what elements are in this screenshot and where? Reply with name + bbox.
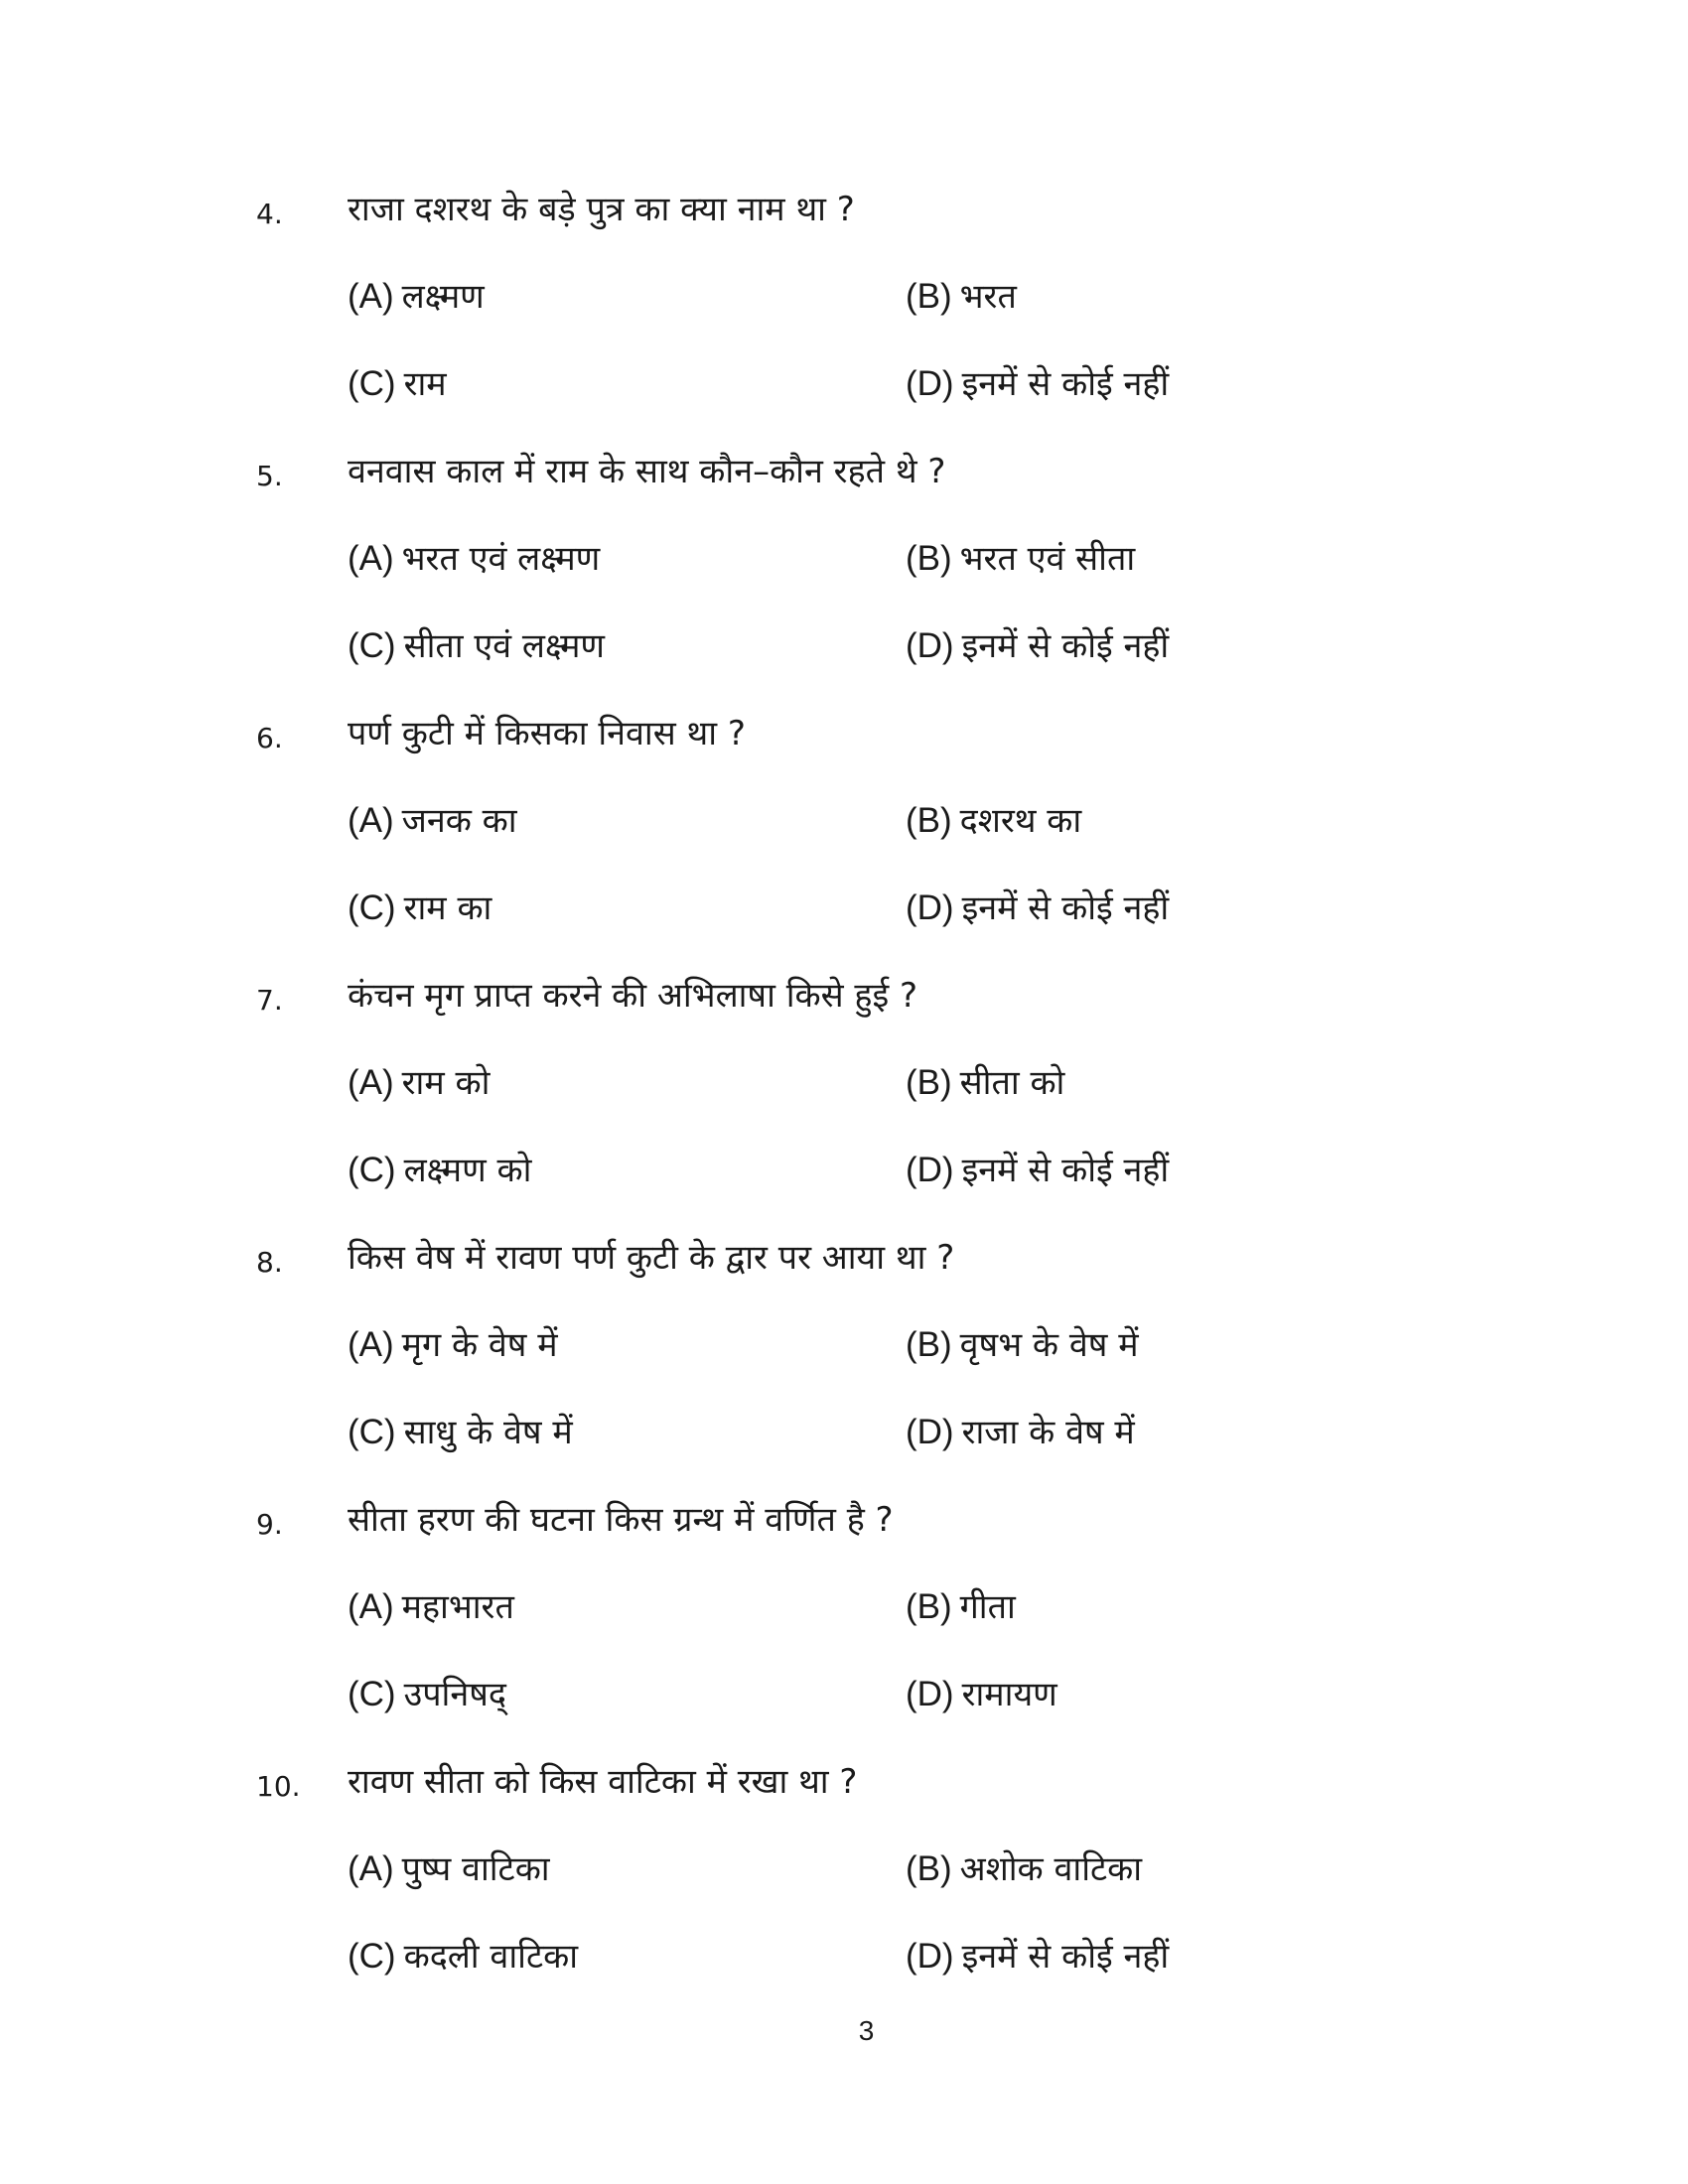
option-d: [906, 1410, 1135, 1455]
option-b: [906, 798, 1081, 844]
option-a: [348, 1584, 514, 1630]
page-number: 3: [858, 2015, 875, 2046]
option-a: [348, 274, 485, 320]
option-label: (B): [906, 1849, 952, 1888]
option-label: (C): [348, 626, 396, 665]
option-a: [348, 536, 600, 582]
option-text: गीता: [959, 1587, 1016, 1627]
option-label: (A): [348, 1325, 394, 1364]
option-text: पुष्प वाटिका: [401, 1849, 550, 1889]
option-label: (A): [348, 1849, 394, 1888]
option-label: (D): [906, 1937, 954, 1976]
option-label: (B): [906, 1325, 952, 1364]
option-label: (B): [906, 1063, 952, 1102]
option-text: अशोक वाटिका: [959, 1849, 1143, 1889]
question-text: पर्ण कुटी में किसका निवास था ?: [348, 714, 746, 753]
option-text: इनमें से कोई नहीं: [961, 364, 1170, 404]
question-10: [0, 1759, 1688, 2021]
question-text: रावण सीता को किस वाटिका में रखा था ?: [348, 1762, 858, 1802]
option-label: (C): [348, 1151, 396, 1189]
option-text: जनक का: [401, 801, 517, 841]
option-d: [906, 623, 1169, 669]
question-number: 10.: [256, 1770, 301, 1803]
option-text: कदली वाटिका: [403, 1937, 578, 1977]
option-d: [906, 1934, 1169, 1979]
option-text: रामायण: [961, 1675, 1057, 1714]
option-a: [348, 798, 517, 844]
option-text: राम का: [403, 888, 492, 928]
question-text: राजा दशरथ के बड़े पुत्र का क्या नाम था ?: [348, 190, 855, 229]
option-b: [906, 1322, 1139, 1368]
option-c: [348, 1148, 531, 1193]
question-number: 6.: [256, 722, 283, 754]
option-c: [348, 1410, 573, 1455]
option-c: [348, 623, 605, 669]
option-label: (C): [348, 1675, 396, 1713]
option-text: इनमें से कोई नहीं: [961, 626, 1170, 666]
option-c: [348, 361, 447, 407]
option-d: [906, 1672, 1057, 1717]
option-text: भरत एवं लक्ष्मण: [401, 539, 601, 579]
option-text: सीता एवं लक्ष्मण: [403, 626, 605, 666]
option-text: इनमें से कोई नहीं: [961, 1937, 1170, 1977]
option-label: (D): [906, 1413, 954, 1451]
option-b: [906, 536, 1135, 582]
question-text: कंचन मृग प्राप्त करने की अभिलाषा किसे हुई ?: [348, 976, 918, 1016]
option-a: [348, 1846, 550, 1892]
question-number: 8.: [256, 1246, 283, 1279]
option-c: [348, 886, 492, 931]
question-text: सीता हरण की घटना किस ग्रन्थ में वर्णित है ?: [348, 1500, 894, 1540]
option-text: उपनिषद्: [403, 1675, 506, 1714]
option-label: (C): [348, 1413, 396, 1451]
option-a: [348, 1322, 558, 1368]
question-text: वनवास काल में राम के साथ कौन–कौन रहते थे ?: [348, 452, 946, 491]
option-text: भरत एवं सीता: [959, 539, 1136, 579]
option-text: लक्ष्मण: [401, 277, 485, 317]
option-label: (B): [906, 277, 952, 316]
option-b: [906, 1060, 1064, 1106]
option-d: [906, 1148, 1169, 1193]
option-d: [906, 886, 1169, 931]
option-c: [348, 1672, 506, 1717]
option-text: साधु के वेष में: [403, 1413, 573, 1452]
option-label: (A): [348, 801, 394, 840]
option-label: (B): [906, 801, 952, 840]
question-5: [0, 449, 1688, 711]
question-number: 4.: [256, 198, 283, 230]
option-label: (D): [906, 888, 954, 927]
option-c: [348, 1934, 578, 1979]
option-label: (A): [348, 539, 394, 578]
option-a: [348, 1060, 490, 1106]
option-text: सीता को: [959, 1063, 1065, 1103]
option-text: वृषभ के वेष में: [959, 1325, 1139, 1365]
option-label: (D): [906, 364, 954, 403]
option-b: [906, 1846, 1142, 1892]
option-text: भरत: [959, 277, 1017, 317]
option-text: मृग के वेष में: [401, 1325, 558, 1365]
option-text: इनमें से कोई नहीं: [961, 888, 1170, 928]
option-text: राजा के वेष में: [961, 1413, 1135, 1452]
option-label: (C): [348, 1937, 396, 1976]
option-label: (B): [906, 1587, 952, 1626]
option-text: राम को: [401, 1063, 491, 1103]
option-text: इनमें से कोई नहीं: [961, 1151, 1170, 1190]
question-text: किस वेष में रावण पर्ण कुटी के द्वार पर आया था ?: [348, 1238, 955, 1278]
option-d: [906, 361, 1169, 407]
question-9: [0, 1497, 1688, 1759]
option-b: [906, 1584, 1016, 1630]
question-4: [0, 187, 1688, 449]
question-6: [0, 711, 1688, 973]
question-7: [0, 973, 1688, 1235]
question-number: 7.: [256, 984, 283, 1017]
option-label: (B): [906, 539, 952, 578]
option-label: (C): [348, 364, 396, 403]
option-label: (D): [906, 1675, 954, 1713]
option-text: राम: [403, 364, 447, 404]
option-label: (C): [348, 888, 396, 927]
question-8: [0, 1235, 1688, 1497]
option-text: दशरथ का: [959, 801, 1082, 841]
option-text: महाभारत: [401, 1587, 514, 1627]
option-label: (A): [348, 277, 394, 316]
question-number: 9.: [256, 1508, 283, 1541]
option-b: [906, 274, 1017, 320]
option-label: (D): [906, 626, 954, 665]
option-text: लक्ष्मण को: [403, 1151, 532, 1190]
option-label: (A): [348, 1587, 394, 1626]
option-label: (D): [906, 1151, 954, 1189]
question-number: 5.: [256, 460, 283, 492]
option-label: (A): [348, 1063, 394, 1102]
